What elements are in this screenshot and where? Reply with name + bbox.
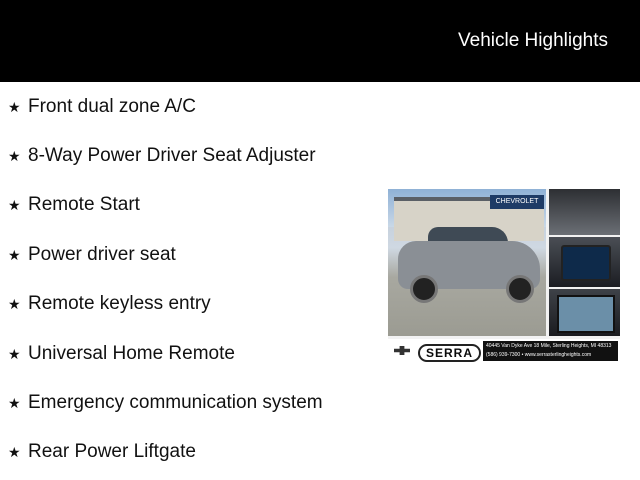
vehicle-exterior-photo [388,189,546,336]
dealer-footer [388,339,620,363]
list-item-label: Emergency communication system [28,392,323,413]
dealer-address: 40445 Van Dyke Ave 18 Mile, Sterling Heights, MI 48313 [486,343,612,349]
list-item-label: Remote Start [28,194,140,215]
infotainment-photo [549,237,620,287]
list-item-label: Universal Home Remote [28,343,235,364]
star-icon: ★ [8,98,21,115]
list-item [8,391,323,415]
list-item-label: Remote keyless entry [28,293,211,314]
front-wheel [410,275,438,303]
dealer-sign: CHEVROLET [490,195,544,209]
list-item [8,144,316,168]
list-item [8,342,235,366]
interior-dash-photo [549,189,620,235]
star-icon: ★ [8,147,21,164]
list-item-label: 8-Way Power Driver Seat Adjuster [28,145,316,166]
dealer-contact [483,341,618,361]
list-item-label: Rear Power Liftgate [28,441,196,462]
dealer-phone-web: (586) 939-7300 • www.serrasterlingheights.com [486,352,592,358]
header-bar [0,0,640,82]
list-item [8,193,140,217]
star-icon: ★ [8,443,21,460]
page-title: Vehicle Highlights [458,30,608,51]
star-icon: ★ [8,394,21,411]
star-icon: ★ [8,246,21,263]
list-item [8,292,211,316]
star-icon: ★ [8,345,21,362]
infotainment-screen [561,245,611,281]
chevrolet-logo-icon [394,346,410,355]
star-icon: ★ [8,196,21,213]
list-item [8,95,196,119]
list-item [8,440,196,464]
camera-screen [557,295,615,333]
rear-wheel [506,275,534,303]
backup-camera-photo [549,289,620,336]
list-item [8,243,176,267]
vehicle-photo[interactable] [388,189,620,363]
list-item-label: Power driver seat [28,244,176,265]
star-icon: ★ [8,295,21,312]
dealer-brand: SERRA [418,344,481,362]
list-item-label: Front dual zone A/C [28,96,196,117]
